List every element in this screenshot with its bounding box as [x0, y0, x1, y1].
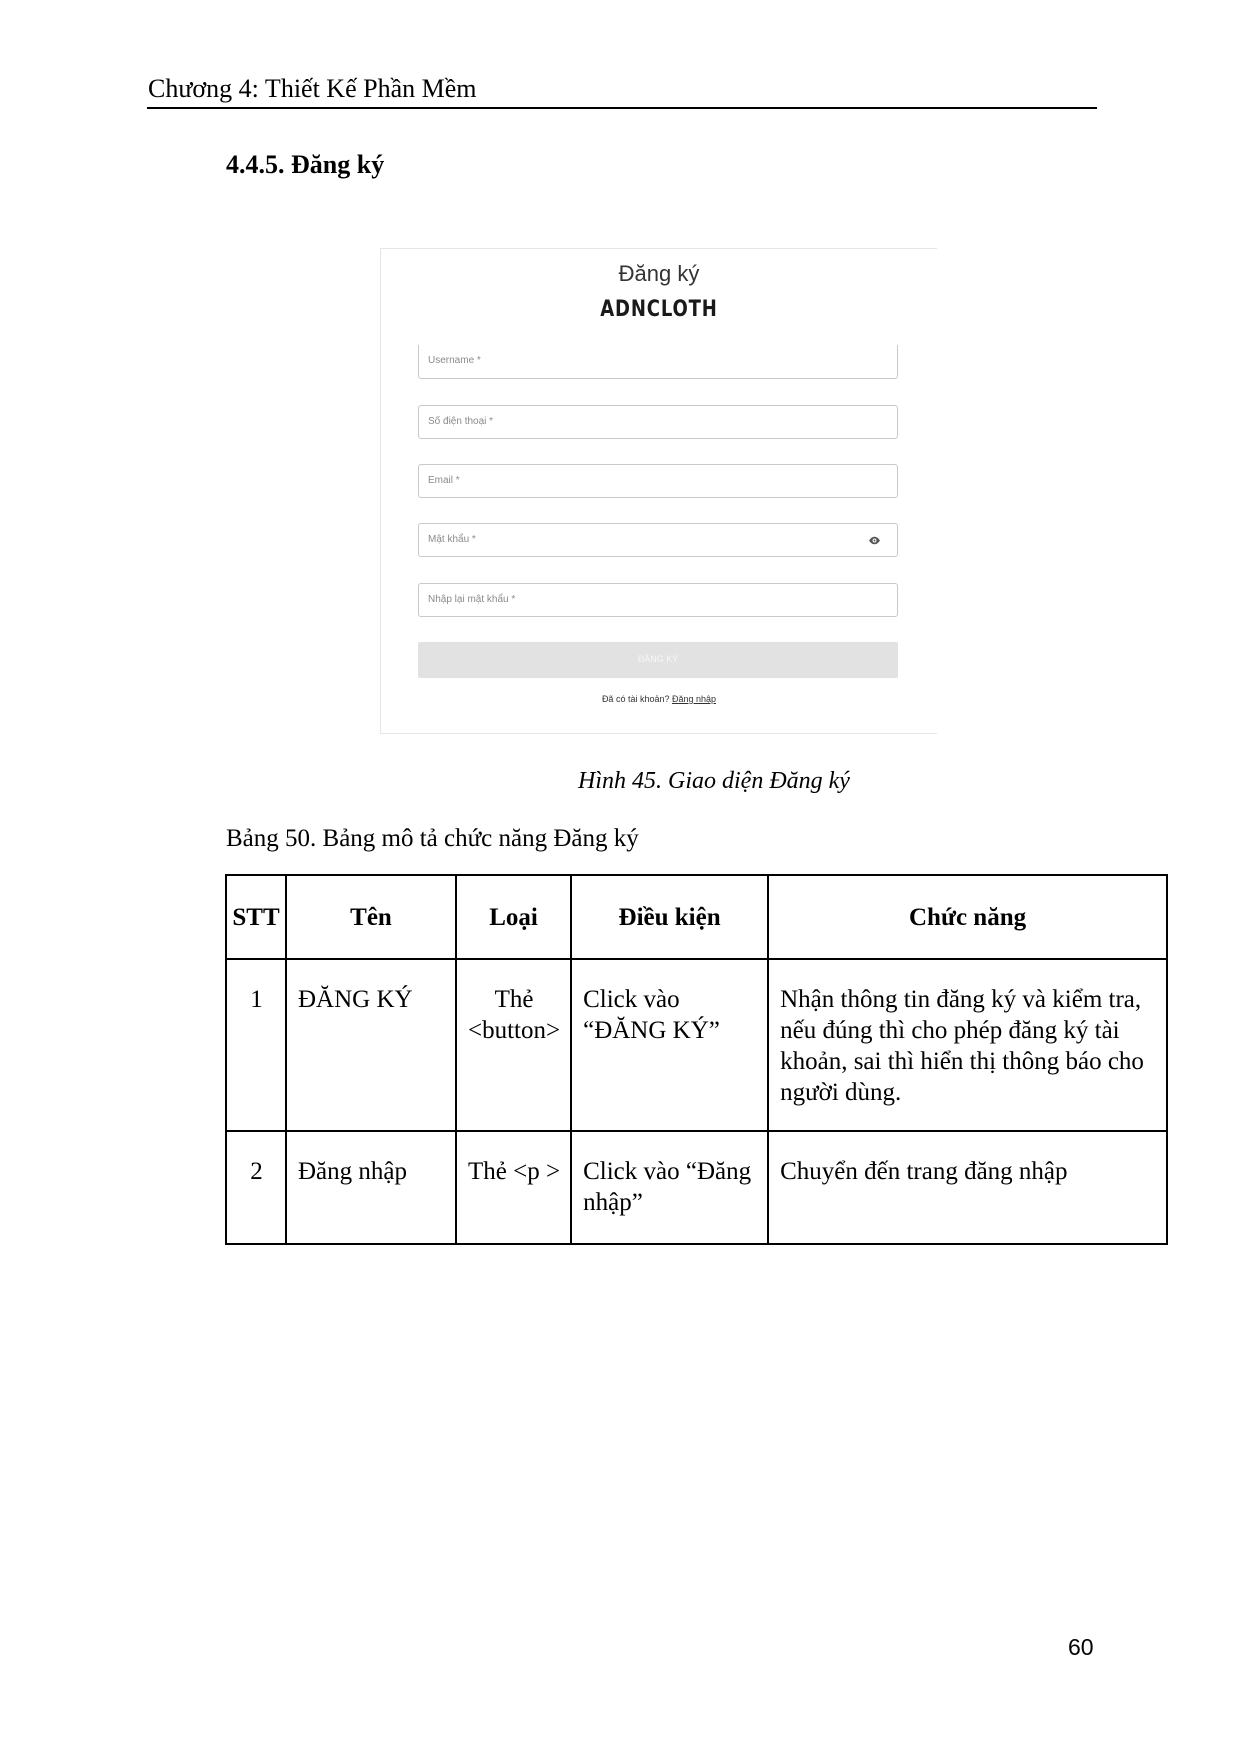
chapter-header: Chương 4: Thiết Kế Phần Mềm: [148, 74, 477, 103]
register-button-label: ĐĂNG KÝ: [637, 654, 679, 664]
login-prompt: [381, 694, 937, 704]
header-rule: [147, 107, 1097, 109]
cell-dieu-kien: Click vào “ĐĂNG KÝ”: [571, 959, 768, 1131]
cell-dieu-kien: Click vào “Đăng nhập”: [571, 1131, 768, 1244]
cell-ten: ĐĂNG KÝ: [286, 959, 456, 1131]
table-caption: Bảng 50. Bảng mô tả chức năng Đăng ký: [226, 825, 639, 852]
table-row: [226, 1131, 1167, 1244]
section-heading: 4.4.5. Đăng ký: [226, 150, 385, 179]
header-chuc-nang: Chức năng: [768, 875, 1167, 959]
phone-field[interactable]: [418, 405, 898, 439]
cell-stt: 2: [226, 1131, 286, 1244]
password-field[interactable]: [418, 523, 898, 557]
email-placeholder: Email *: [428, 475, 460, 486]
register-button[interactable]: [418, 642, 898, 678]
email-field[interactable]: [418, 464, 898, 498]
password-placeholder: Mật khẩu *: [428, 534, 476, 545]
cell-loai: Thẻ <button>: [456, 959, 571, 1131]
login-prompt-text: Đã có tài khoản?: [601, 694, 670, 704]
cell-ten: Đăng nhập: [286, 1131, 456, 1244]
form-title: Đăng ký: [618, 261, 700, 286]
brand-logo: ADNCLOTH: [600, 297, 718, 322]
header-ten: Tên: [286, 875, 456, 959]
login-link[interactable]: Đăng nhập: [672, 694, 717, 704]
cell-chuc-nang: Nhận thông tin đăng ký và kiểm tra, nếu đúng thì cho phép đăng ký tài khoản, sai thì hiển thị thông báo cho người dùng.: [768, 959, 1167, 1131]
phone-placeholder: Số điện thoại *: [428, 416, 494, 427]
confirm-password-field[interactable]: [418, 583, 898, 617]
cell-stt: 1: [226, 959, 286, 1131]
table-row: [226, 959, 1167, 1131]
header-stt: STT: [226, 875, 286, 959]
header-dieu-kien: Điều kiện: [571, 875, 768, 959]
table-header-row: [226, 875, 1167, 959]
eye-icon[interactable]: [868, 535, 881, 546]
header-loai: Loại: [456, 875, 571, 959]
function-description-table: [225, 874, 1168, 1245]
username-field[interactable]: [418, 345, 898, 379]
figure-caption: Hình 45. Giao diện Đăng ký: [578, 768, 850, 794]
cell-chuc-nang: Chuyển đến trang đăng nhập: [768, 1131, 1167, 1244]
registration-form-screenshot: [380, 248, 937, 734]
page-number: 60: [1068, 1634, 1094, 1660]
username-placeholder: Username *: [428, 355, 481, 366]
cell-loai: Thẻ <p >: [456, 1131, 571, 1244]
confirm-password-placeholder: Nhập lại mật khẩu *: [428, 594, 516, 605]
